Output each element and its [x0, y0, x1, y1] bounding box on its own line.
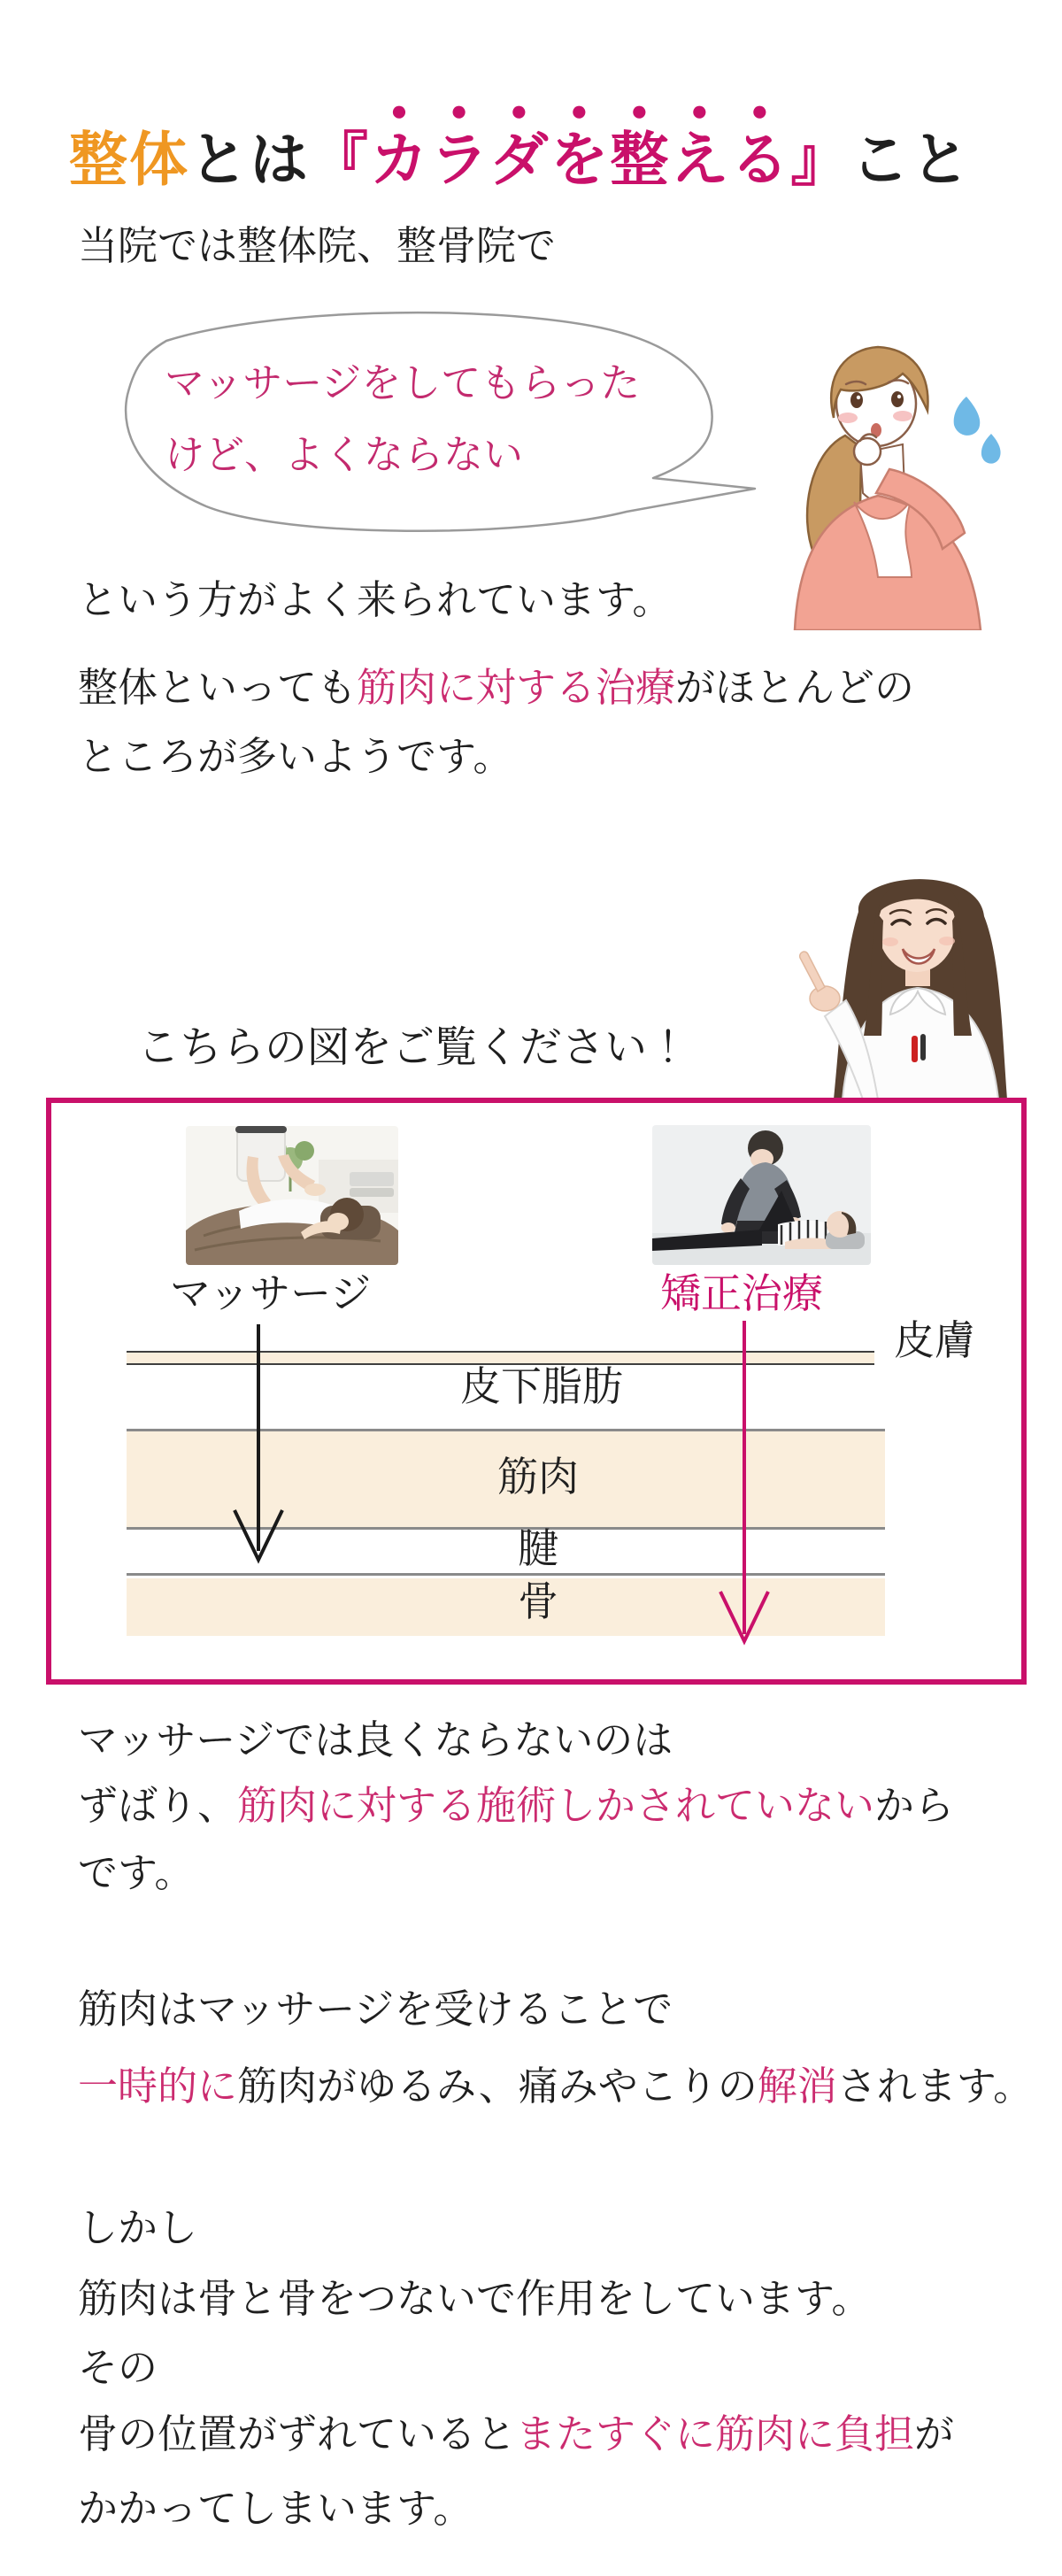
body-p2-line-2-pink: 一時的に — [78, 2063, 238, 2109]
sweat-drop-icon — [954, 397, 981, 436]
intro-line-1: 当院では整体院、整骨院で — [78, 223, 557, 268]
title-bracket-close: 』 — [790, 127, 851, 193]
page-title — [69, 94, 971, 198]
body-p3-line-3: その — [78, 2345, 158, 2390]
body-p3-line-4-tail: が — [914, 2411, 955, 2456]
bubble-line-2: けど、よくならない — [165, 432, 524, 477]
body-p1-line-2-tail: から — [874, 1783, 955, 1828]
tendon-label: 腱 — [518, 1525, 558, 1571]
title-keyword: 整体 — [69, 127, 189, 193]
correction-depth-arrow — [716, 1317, 773, 1647]
bone-label: 骨 — [518, 1578, 558, 1624]
intro-line-3-pink: 筋肉に対する治療 — [357, 665, 676, 710]
intro-line-3-black: 整体といっても — [78, 665, 358, 710]
intro-line-4: ところが多いようです。 — [78, 734, 513, 779]
body-p3-line-2: 筋肉は骨と骨をつないで作用をしています。 — [78, 2276, 872, 2321]
red-pen-icon — [912, 1036, 918, 1062]
figure-heading: こちらの図をご覧ください！ — [137, 1024, 690, 1071]
body-p2-line-2 — [78, 2062, 1033, 2111]
pointing-finger-icon — [800, 952, 825, 991]
body-p3-line-1: しかし — [78, 2205, 198, 2250]
body-p1-line-1: マッサージでは良くならないのは — [78, 1717, 673, 1762]
fat-label: 皮下脂肪 — [460, 1363, 623, 1409]
sweat-drop-icon — [981, 434, 1001, 464]
body-p2-line-1: 筋肉はマッサージを受けることで — [78, 1986, 673, 2032]
intro-line-3 — [78, 663, 914, 713]
body-p3-line-4-black: 骨の位置がずれていると — [78, 2411, 517, 2456]
body-p1-line-2 — [78, 1781, 954, 1831]
title-tail: こと — [850, 127, 972, 193]
skin-label: 皮膚 — [894, 1317, 975, 1363]
bubble-line-1: マッサージをしてもらった — [165, 360, 641, 405]
intro-line-3-tail: がほとんどの — [675, 665, 915, 710]
correction-label: 矯正治療 — [660, 1270, 823, 1316]
title-emphasized: カラダを整える — [370, 127, 791, 193]
nurse-photo — [779, 859, 1062, 1099]
body-p2-line-2-tail: されます。 — [836, 2063, 1034, 2109]
muscle-label: 筋肉 — [497, 1454, 579, 1500]
massage-label: マッサージ — [170, 1270, 372, 1316]
body-p2-line-2-black: 筋肉がゆるみ、痛みやこりの — [237, 2063, 758, 2109]
thinking-woman-illustration — [779, 312, 1062, 630]
correction-photo — [652, 1125, 871, 1265]
body-p1-line-3: です。 — [78, 1850, 195, 1895]
body-p1-line-2-black: ずばり、 — [78, 1783, 238, 1828]
massage-depth-arrow — [230, 1319, 287, 1567]
title-connector: とは — [189, 127, 310, 193]
speech-bubble — [104, 301, 777, 558]
intro-after-bubble: という方がよく来られています。 — [78, 577, 673, 622]
body-p2-line-2-pink2: 解消 — [757, 2063, 837, 2109]
body-p1-line-2-pink: 筋肉に対する施術しかされていない — [237, 1783, 875, 1828]
body-p3-line-5: かかってしまいます。 — [78, 2486, 473, 2531]
body-p3-line-4-pink: またすぐに筋肉に負担 — [516, 2411, 915, 2456]
body-p3-line-4 — [78, 2410, 954, 2459]
massage-photo — [186, 1126, 398, 1265]
title-bracket-open: 『 — [310, 127, 370, 193]
black-pen-icon — [920, 1034, 926, 1060]
